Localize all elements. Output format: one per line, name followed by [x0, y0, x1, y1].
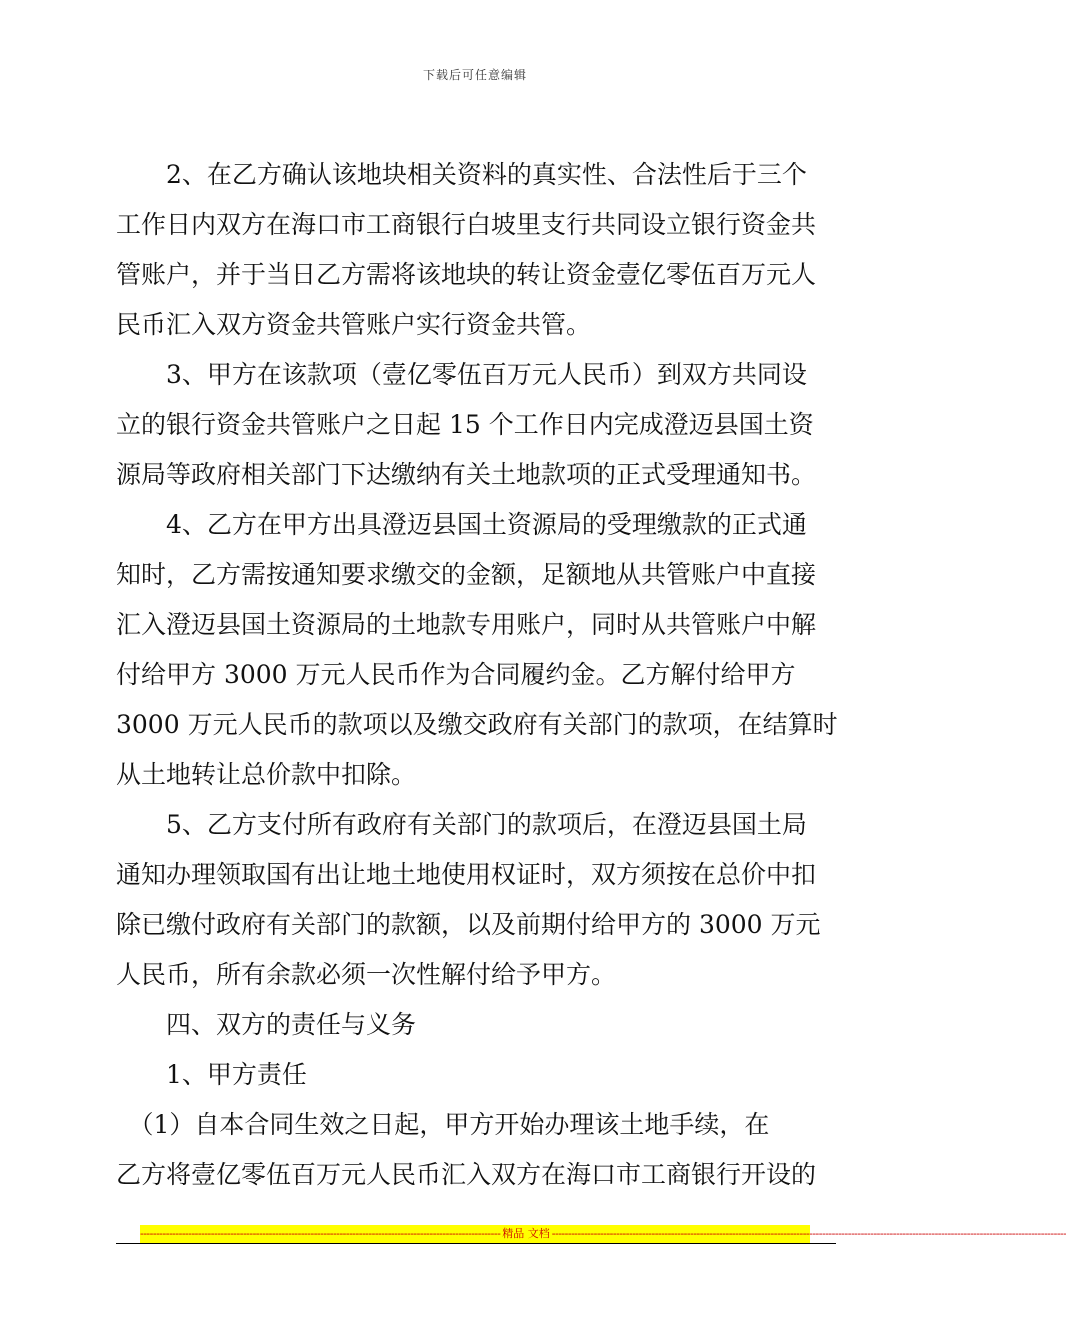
header-note: 下载后可任意编辑	[422, 68, 527, 82]
text-line: 汇入澄迈县国土资源局的土地款专用账户，同时从共管账户中解	[116, 610, 817, 639]
text-line: 2、在乙方确认该地块相关资料的真实性、合法性后于三个	[116, 160, 807, 189]
text-line: 从土地转让总价款中扣除。	[116, 760, 417, 789]
text-line: 管账户，并于当日乙方需将该地块的转让资金壹亿零伍百万元人	[116, 260, 817, 289]
text-line: 工作日内双方在海口市工商银行白坡里支行共同设立银行资金共	[116, 210, 817, 239]
text-line: 1、甲方责任	[116, 1060, 307, 1089]
text-line: 3000 万元人民币的款项以及缴交政府有关部门的款项，在结算时	[116, 710, 838, 739]
text-line: 乙方将壹亿零伍百万元人民币汇入双方在海口市工商银行开设的	[116, 1160, 817, 1189]
text-line: 知时，乙方需按通知要求缴交的金额，足额地从共管账户中直接	[116, 560, 817, 589]
footer-dashes-left: ----------------------------------------------------------------------------------------------------------------	[140, 1227, 501, 1240]
text-line: （1）自本合同生效之日起，甲方开始办理该土地手续，在	[116, 1110, 770, 1139]
footer-rule	[116, 1243, 836, 1244]
document-body	[116, 150, 836, 1200]
text-line: 5、乙方支付所有政府有关部门的款项后，在澄迈县国土局	[116, 810, 807, 839]
text-line: 3、甲方在该款项（壹亿零伍百万元人民币）到双方共同设	[116, 360, 807, 389]
text-line: 通知办理领取国有出让地土地使用权证时，双方须按在总价中扣	[116, 860, 817, 889]
text-line: 立的银行资金共管账户之日起 15 个工作日内完成澄迈县国土资	[116, 410, 814, 439]
text-line: 四、双方的责任与义务	[116, 1010, 417, 1039]
text-line: 付给甲方 3000 万元人民币作为合同履约金。乙方解付给甲方	[116, 660, 796, 689]
text-line: 除已缴付政府有关部门的款额，以及前期付给甲方的 3000 万元	[116, 910, 821, 939]
footer-dashes-right: ----------------------------------------------------------------------------------------------------------------------------------------------------------------	[551, 1227, 1066, 1240]
text-line: 源局等政府相关部门下达缴纳有关土地款项的正式受理通知书。	[116, 460, 817, 489]
text-line: 民币汇入双方资金共管账户实行资金共管。	[116, 310, 592, 339]
text-line: 4、乙方在甲方出具澄迈县国土资源局的受理缴款的正式通	[116, 510, 807, 539]
footer-watermark-bar	[140, 1225, 1066, 1243]
text-line: 人民币，所有余款必须一次性解付给予甲方。	[116, 960, 617, 989]
footer-label: 精品 文档	[502, 1227, 550, 1240]
